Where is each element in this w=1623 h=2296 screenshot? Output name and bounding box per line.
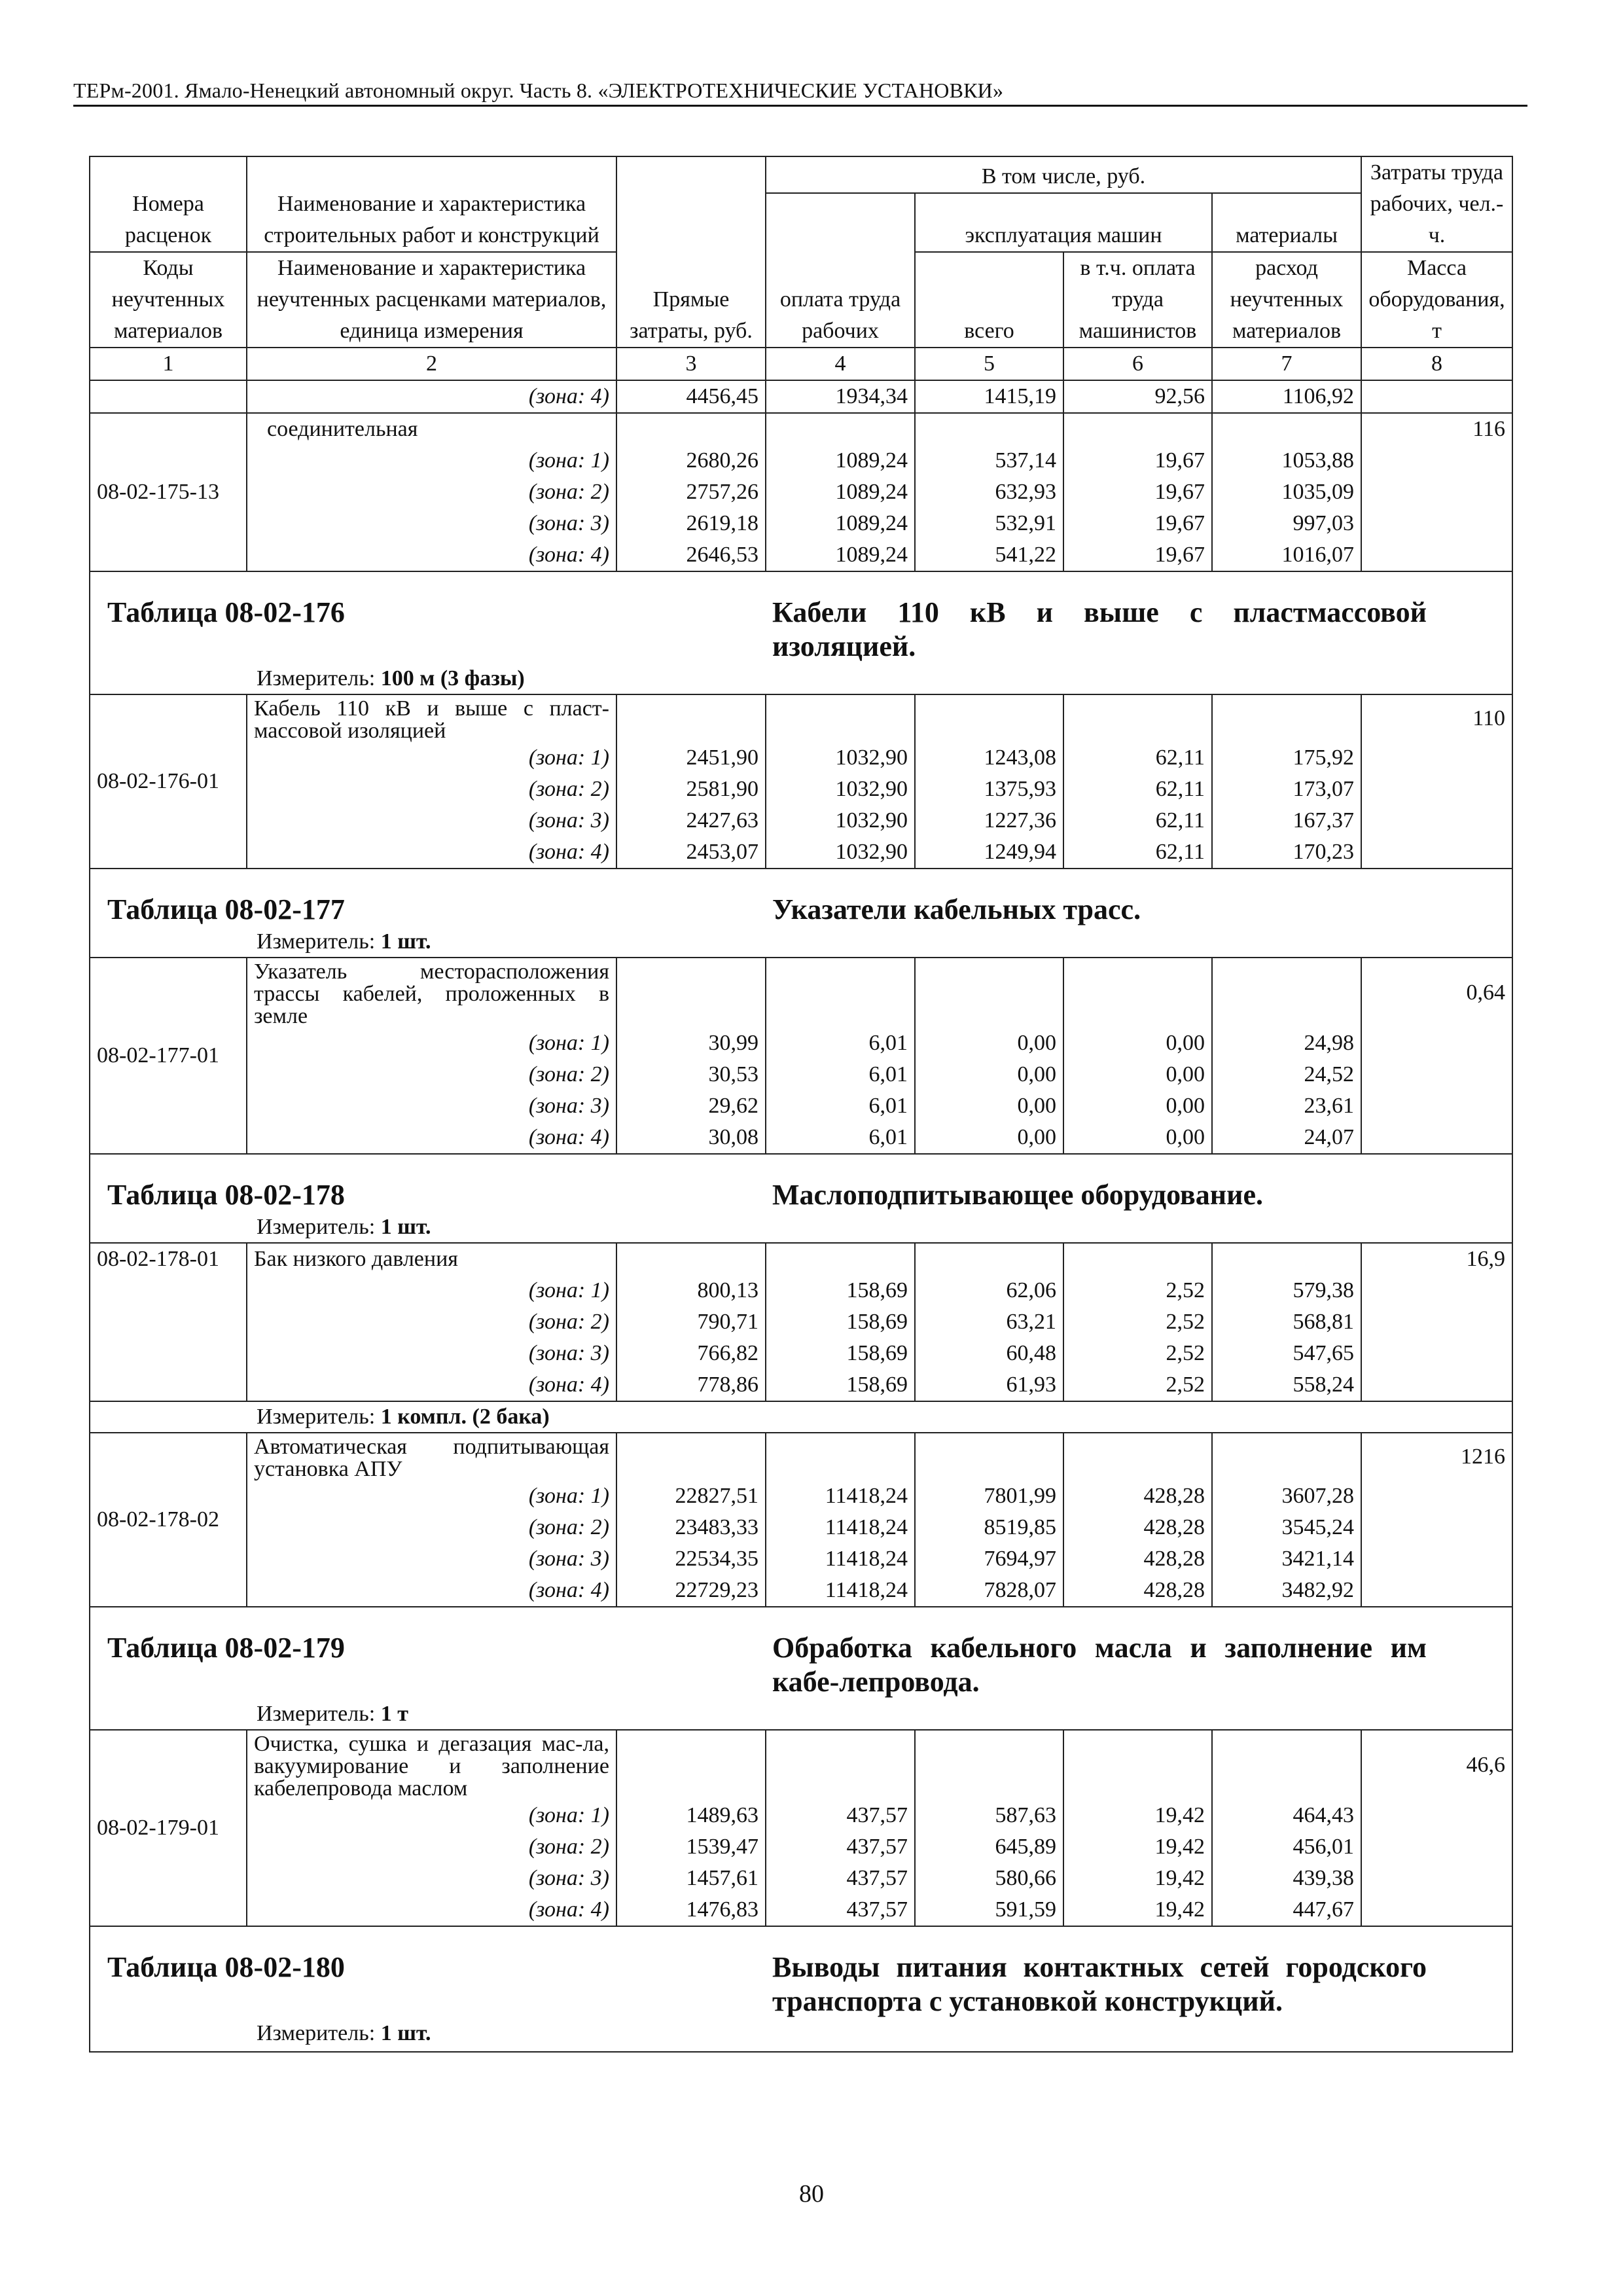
table-row: [90, 1863, 1512, 1894]
rate-code: 08-02-175-13: [90, 413, 247, 571]
zone-label: (зона: 2): [247, 476, 616, 508]
value-cell: 3421,14: [1212, 1543, 1361, 1575]
zone-label: (зона: 4): [247, 1122, 616, 1154]
value-cell: 158,69: [766, 1369, 915, 1401]
column-number: 4: [766, 348, 915, 380]
table-number: Таблица 08-02-179: [90, 1607, 766, 1699]
value-cell: 30,99: [616, 1028, 766, 1059]
value-cell: 4456,45: [616, 380, 766, 413]
value-cell: 2,52: [1063, 1338, 1212, 1369]
value-cell: 547,65: [1212, 1338, 1361, 1369]
value-cell: 0,00: [915, 1122, 1063, 1154]
table-row: [90, 1306, 1512, 1338]
value-cell: 1243,08: [915, 742, 1063, 774]
meter-label: Измеритель:: [257, 2021, 376, 2045]
value-cell: 22534,35: [616, 1543, 766, 1575]
value-cell: 2,52: [1063, 1369, 1212, 1401]
value-cell: 632,93: [915, 476, 1063, 508]
item-name: Указатель месторасположения трассы кабелей, проложенных в земле: [247, 958, 616, 1028]
zone-label: (зона: 4): [247, 836, 616, 869]
value-cell: 541,22: [915, 539, 1063, 571]
header-equipment-mass: Масса оборудования, т: [1361, 252, 1512, 348]
value-cell: 1457,61: [616, 1863, 766, 1894]
value-cell: 19,42: [1063, 1863, 1212, 1894]
table-row: [90, 774, 1512, 805]
value-cell: 23483,33: [616, 1512, 766, 1543]
zone-label: (зона: 3): [247, 805, 616, 836]
header-material-codes: Коды неучтенных материалов: [90, 252, 247, 348]
column-number: 3: [616, 348, 766, 380]
value-cell: 1415,19: [915, 380, 1063, 413]
value-cell: 1227,36: [915, 805, 1063, 836]
zone-label: (зона: 1): [247, 1800, 616, 1831]
header-including: В том числе, руб.: [766, 156, 1361, 193]
table-row: [90, 1028, 1512, 1059]
meter-value: 1 шт.: [380, 929, 431, 954]
value-cell: 997,03: [1212, 508, 1361, 539]
value-cell: 437,57: [766, 1863, 915, 1894]
value-cell: 1089,24: [766, 508, 915, 539]
value-cell: 61,93: [915, 1369, 1063, 1401]
value-cell: 11418,24: [766, 1480, 915, 1512]
value-cell: 158,69: [766, 1338, 915, 1369]
value-cell: 19,67: [1063, 476, 1212, 508]
meter-value: 1 т: [380, 1702, 408, 1726]
value-cell: 579,38: [1212, 1275, 1361, 1306]
value-cell: 0,00: [1063, 1059, 1212, 1090]
meter-label: Измеритель:: [257, 666, 376, 691]
header-work-name: Наименование и характеристика строительных работ и конструкций: [247, 156, 616, 252]
rate-code: 08-02-179-01: [90, 1730, 247, 1926]
value-cell: 3482,92: [1212, 1575, 1361, 1607]
zone-label: (зона: 2): [247, 774, 616, 805]
column-number: 5: [915, 348, 1063, 380]
header-labor: Затраты труда рабочих, чел.-ч.: [1361, 156, 1512, 252]
value-cell: 0,00: [915, 1028, 1063, 1059]
value-cell: 437,57: [766, 1831, 915, 1863]
table-title: Маслоподпитывающее оборудование.: [766, 1154, 1512, 1212]
table-number: Таблица 08-02-180: [90, 1926, 766, 2018]
value-cell: 447,67: [1212, 1894, 1361, 1926]
value-cell: 1934,34: [766, 380, 915, 413]
value-cell: 7801,99: [915, 1480, 1063, 1512]
value-cell: 158,69: [766, 1275, 915, 1306]
header-material-consumption: расход неучтенных материалов: [1212, 252, 1361, 348]
value-cell: 30,08: [616, 1122, 766, 1154]
zone-label: (зона: 2): [247, 1059, 616, 1090]
value-cell: 0,00: [1063, 1090, 1212, 1122]
value-cell: 19,42: [1063, 1831, 1212, 1863]
item-name: соединительная: [247, 413, 616, 445]
equipment-mass: 1216: [1361, 1433, 1512, 1480]
meter-row: [90, 1699, 1512, 1730]
zone-label: (зона: 3): [247, 1090, 616, 1122]
value-cell: 766,82: [616, 1338, 766, 1369]
table-row: [90, 539, 1512, 571]
table-section-header: [90, 1926, 1512, 2018]
value-cell: 2680,26: [616, 445, 766, 476]
value-cell: 22827,51: [616, 1480, 766, 1512]
meter-row: [90, 664, 1512, 694]
table-title: Обработка кабельного масла и заполнение им кабе-лепровода.: [766, 1607, 1512, 1699]
value-cell: 62,11: [1063, 742, 1212, 774]
rate-code: 08-02-176-01: [90, 694, 247, 869]
item-name: Автоматическая подпитывающая установка АПУ: [247, 1433, 616, 1480]
value-cell: 11418,24: [766, 1512, 915, 1543]
table-number: Таблица 08-02-178: [90, 1154, 766, 1212]
table-row: [90, 413, 1512, 445]
rates-table: [89, 156, 1513, 2053]
column-number: 1: [90, 348, 247, 380]
table-row: [90, 445, 1512, 476]
header-material-names: Наименование и характеристика неучтенных расценками материалов, единица измерения: [247, 252, 616, 348]
value-cell: 6,01: [766, 1090, 915, 1122]
table-row: [90, 1433, 1512, 1480]
meter-row: [90, 1401, 1512, 1433]
zone-label: (зона: 3): [247, 1863, 616, 1894]
table-row: [90, 1543, 1512, 1575]
value-cell: 11418,24: [766, 1543, 915, 1575]
value-cell: 2646,53: [616, 539, 766, 571]
header-worker-pay: оплата труда рабочих: [766, 193, 915, 348]
rate-code: 08-02-178-01: [90, 1243, 247, 1401]
value-cell: 7694,97: [915, 1543, 1063, 1575]
table-row: [90, 1275, 1512, 1306]
value-cell: 1035,09: [1212, 476, 1361, 508]
value-cell: 1476,83: [616, 1894, 766, 1926]
header-machines-total: всего: [915, 252, 1063, 348]
zone-label: (зона: 3): [247, 1543, 616, 1575]
running-header: ТЕРм-2001. Ямало-Ненецкий автономный округ. Часть 8. «ЭЛЕКТРОТЕХНИЧЕСКИЕ УСТАНОВКИ»: [73, 79, 1004, 102]
column-number: 6: [1063, 348, 1212, 380]
meter-row: [90, 1212, 1512, 1243]
column-number: 7: [1212, 348, 1361, 380]
value-cell: 62,11: [1063, 836, 1212, 869]
value-cell: 1089,24: [766, 445, 915, 476]
value-cell: 29,62: [616, 1090, 766, 1122]
value-cell: 6,01: [766, 1122, 915, 1154]
meter-row: [90, 927, 1512, 958]
value-cell: 3607,28: [1212, 1480, 1361, 1512]
value-cell: 173,07: [1212, 774, 1361, 805]
value-cell: 2619,18: [616, 508, 766, 539]
value-cell: 1089,24: [766, 539, 915, 571]
header-direct-costs: Прямые затраты, руб.: [616, 156, 766, 348]
value-cell: 60,48: [915, 1338, 1063, 1369]
value-cell: 62,11: [1063, 774, 1212, 805]
value-cell: 568,81: [1212, 1306, 1361, 1338]
value-cell: 2,52: [1063, 1306, 1212, 1338]
zone-label: (зона: 1): [247, 1275, 616, 1306]
zone-label: (зона: 3): [247, 1338, 616, 1369]
meter-label: Измеритель:: [257, 1405, 376, 1429]
table-number: Таблица 08-02-177: [90, 869, 766, 927]
equipment-mass: 0,64: [1361, 958, 1512, 1028]
header-operator-pay: в т.ч. оплата труда машинистов: [1063, 252, 1212, 348]
equipment-mass: 16,9: [1361, 1243, 1512, 1275]
value-cell: 645,89: [915, 1831, 1063, 1863]
zone-label: (зона: 4): [247, 1369, 616, 1401]
column-numbers-row: [90, 348, 1512, 380]
value-cell: 0,00: [1063, 1028, 1212, 1059]
zone-label: (зона: 4): [247, 1894, 616, 1926]
zone-label: (зона: 1): [247, 445, 616, 476]
table-title: Кабели 110 кВ и выше с пластмассовой изоляцией.: [766, 571, 1512, 664]
table-row: [90, 805, 1512, 836]
value-cell: 437,57: [766, 1800, 915, 1831]
table-row: [90, 1122, 1512, 1154]
value-cell: 3545,24: [1212, 1512, 1361, 1543]
value-cell: 24,98: [1212, 1028, 1361, 1059]
value-cell: 1375,93: [915, 774, 1063, 805]
item-name: Бак низкого давления: [247, 1243, 616, 1275]
meter-label: Измеритель:: [257, 929, 376, 954]
meter-value: 1 шт.: [380, 1215, 431, 1239]
value-cell: 2,52: [1063, 1275, 1212, 1306]
value-cell: 537,14: [915, 445, 1063, 476]
table-row: [90, 836, 1512, 869]
value-cell: 437,57: [766, 1894, 915, 1926]
value-cell: 11418,24: [766, 1575, 915, 1607]
header-materials: материалы: [1212, 193, 1361, 252]
zone-label: (зона: 1): [247, 742, 616, 774]
page-number: 80: [799, 2180, 824, 2208]
table-row: [90, 1090, 1512, 1122]
table-section-header: [90, 1607, 1512, 1699]
value-cell: 0,00: [1063, 1122, 1212, 1154]
item-name: Кабель 110 кВ и выше с пласт-массовой изоляцией: [247, 694, 616, 742]
value-cell: 92,56: [1063, 380, 1212, 413]
column-number: 8: [1361, 348, 1512, 380]
value-cell: 2757,26: [616, 476, 766, 508]
zone-label: (зона: 1): [247, 1028, 616, 1059]
table-row: [90, 1369, 1512, 1401]
value-cell: 8519,85: [915, 1512, 1063, 1543]
value-cell: 22729,23: [616, 1575, 766, 1607]
value-cell: 2451,90: [616, 742, 766, 774]
table-section-header: [90, 571, 1512, 664]
value-cell: 1489,63: [616, 1800, 766, 1831]
meter-value: 1 компл. (2 бака): [380, 1405, 550, 1429]
value-cell: 558,24: [1212, 1369, 1361, 1401]
rate-code: 08-02-177-01: [90, 958, 247, 1154]
table-title: Выводы питания контактных сетей городского транспорта с установкой конструкций.: [766, 1926, 1512, 2018]
equipment-mass: 116: [1361, 413, 1512, 445]
value-cell: 0,00: [915, 1059, 1063, 1090]
table-section-header: [90, 869, 1512, 927]
zone-label: (зона: 4): [247, 380, 616, 413]
value-cell: 6,01: [766, 1059, 915, 1090]
table-row: [90, 380, 1512, 413]
value-cell: 1032,90: [766, 836, 915, 869]
item-name: Очистка, сушка и дегазация мас-ла, вакуумирование и заполнение кабелепровода маслом: [247, 1730, 616, 1800]
value-cell: 19,67: [1063, 508, 1212, 539]
value-cell: 580,66: [915, 1863, 1063, 1894]
value-cell: 0,00: [915, 1090, 1063, 1122]
table-number: Таблица 08-02-176: [90, 571, 766, 664]
zone-label: (зона: 1): [247, 1480, 616, 1512]
header-rule: [73, 105, 1527, 107]
header-machine-operation: эксплуатация машин: [915, 193, 1212, 252]
header-rate-numbers: Номера расценок: [90, 156, 247, 252]
value-cell: 62,06: [915, 1275, 1063, 1306]
equipment-mass: 110: [1361, 694, 1512, 742]
value-cell: 24,52: [1212, 1059, 1361, 1090]
value-cell: 175,92: [1212, 742, 1361, 774]
meter-value: 100 м (3 фазы): [380, 666, 525, 691]
table-row: [90, 1831, 1512, 1863]
value-cell: 1106,92: [1212, 380, 1361, 413]
table-row: [90, 1059, 1512, 1090]
value-cell: 439,38: [1212, 1863, 1361, 1894]
value-cell: 532,91: [915, 508, 1063, 539]
rate-code: 08-02-178-02: [90, 1433, 247, 1607]
meter-label: Измеритель:: [257, 1215, 376, 1239]
value-cell: 158,69: [766, 1306, 915, 1338]
value-cell: 2453,07: [616, 836, 766, 869]
value-cell: 1053,88: [1212, 445, 1361, 476]
value-cell: 167,37: [1212, 805, 1361, 836]
table-row: [90, 1243, 1512, 1275]
equipment-mass: 46,6: [1361, 1730, 1512, 1800]
value-cell: 170,23: [1212, 836, 1361, 869]
meter-label: Измеритель:: [257, 1702, 376, 1726]
table-row: [90, 476, 1512, 508]
zone-label: (зона: 2): [247, 1831, 616, 1863]
table-row: [90, 1730, 1512, 1800]
table-row: [90, 742, 1512, 774]
value-cell: 19,42: [1063, 1894, 1212, 1926]
zone-label: (зона: 2): [247, 1306, 616, 1338]
value-cell: 30,53: [616, 1059, 766, 1090]
table-row: [90, 1800, 1512, 1831]
value-cell: 428,28: [1063, 1512, 1212, 1543]
value-cell: 790,71: [616, 1306, 766, 1338]
table-row: [90, 1512, 1512, 1543]
table-row: [90, 1338, 1512, 1369]
value-cell: 456,01: [1212, 1831, 1361, 1863]
value-cell: 591,59: [915, 1894, 1063, 1926]
value-cell: 778,86: [616, 1369, 766, 1401]
zone-label: (зона: 2): [247, 1512, 616, 1543]
value-cell: 1249,94: [915, 836, 1063, 869]
value-cell: 63,21: [915, 1306, 1063, 1338]
value-cell: 6,01: [766, 1028, 915, 1059]
value-cell: 24,07: [1212, 1122, 1361, 1154]
value-cell: 428,28: [1063, 1480, 1212, 1512]
value-cell: 7828,07: [915, 1575, 1063, 1607]
value-cell: 464,43: [1212, 1800, 1361, 1831]
value-cell: 1032,90: [766, 805, 915, 836]
value-cell: 19,67: [1063, 445, 1212, 476]
column-number: 2: [247, 348, 616, 380]
value-cell: 1016,07: [1212, 539, 1361, 571]
table-row: [90, 958, 1512, 1028]
value-cell: 2427,63: [616, 805, 766, 836]
value-cell: 2581,90: [616, 774, 766, 805]
value-cell: 23,61: [1212, 1090, 1361, 1122]
value-cell: 428,28: [1063, 1543, 1212, 1575]
table-title: Указатели кабельных трасс.: [766, 869, 1512, 927]
value-cell: 1032,90: [766, 774, 915, 805]
meter-row: [90, 2018, 1512, 2052]
value-cell: 19,67: [1063, 539, 1212, 571]
zone-label: (зона: 4): [247, 539, 616, 571]
value-cell: 1089,24: [766, 476, 915, 508]
zone-label: (зона: 3): [247, 508, 616, 539]
table-row: [90, 508, 1512, 539]
value-cell: 1032,90: [766, 742, 915, 774]
table-row: [90, 694, 1512, 742]
value-cell: 19,42: [1063, 1800, 1212, 1831]
value-cell: 1539,47: [616, 1831, 766, 1863]
value-cell: 62,11: [1063, 805, 1212, 836]
value-cell: 428,28: [1063, 1575, 1212, 1607]
zone-label: (зона: 4): [247, 1575, 616, 1607]
table-row: [90, 1894, 1512, 1926]
table-row: [90, 1575, 1512, 1607]
value-cell: 587,63: [915, 1800, 1063, 1831]
value-cell: 800,13: [616, 1275, 766, 1306]
meter-value: 1 шт.: [380, 2021, 431, 2045]
table-section-header: [90, 1154, 1512, 1212]
table-row: [90, 1480, 1512, 1512]
